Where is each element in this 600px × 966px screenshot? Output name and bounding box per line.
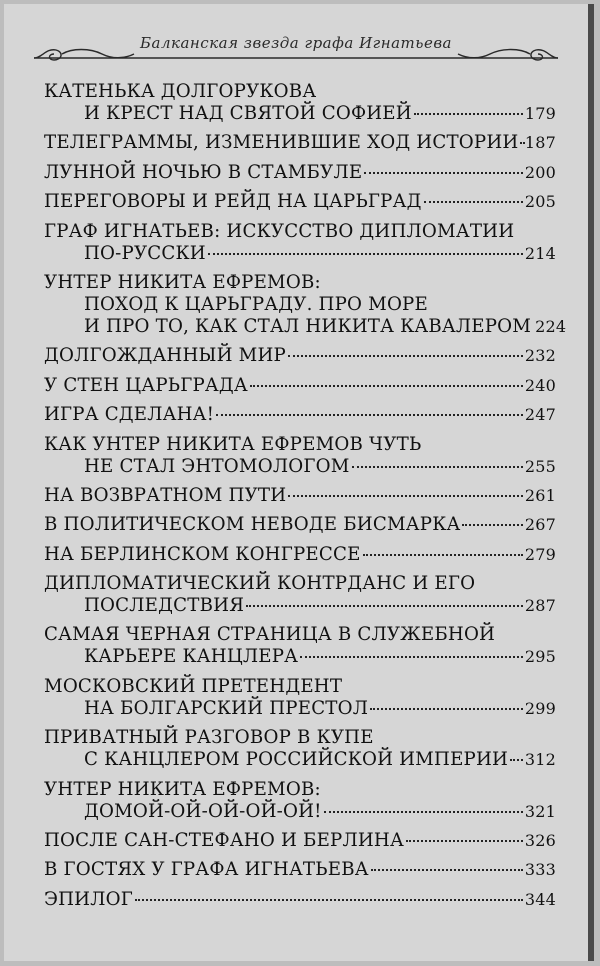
dot-leader: [246, 605, 523, 607]
toc-entry-title: И ПРО ТО, КАК СТАЛ НИКИТА КАВАЛЕРОМ: [84, 315, 532, 337]
toc-entry-title: ЭПИЛОГ: [44, 888, 133, 910]
dot-leader: [510, 759, 523, 761]
toc-entry[interactable]: [44, 404, 556, 426]
toc-entry[interactable]: [44, 727, 556, 771]
toc-entry[interactable]: [44, 191, 556, 213]
dot-leader: [135, 899, 523, 901]
toc-entry[interactable]: [44, 573, 556, 617]
toc-entry-title: ПОХОД К ЦАРЬГРАДУ. ПРО МОРЕ: [84, 293, 428, 315]
toc-entry-title: КАРЬЕРЕ КАНЦЛЕРА: [84, 646, 299, 668]
toc-page-number: 279: [524, 544, 556, 564]
toc-page-number: 255: [524, 456, 556, 476]
toc-entry-title: КАТЕНЬКА ДОЛГОРУКОВА: [44, 81, 317, 102]
toc-entry[interactable]: [44, 830, 556, 852]
running-head: [32, 30, 560, 70]
toc-entry-title: ПРИВАТНЫЙ РАЗГОВОР В КУПЕ: [44, 727, 374, 749]
toc-page-number: 179: [524, 104, 556, 123]
running-head-title: Балканская звезда графа Игнатьева: [140, 34, 452, 52]
toc-page-number: 247: [524, 405, 556, 425]
toc-entry-title: ГРАФ ИГНАТЬЕВ: ИСКУССТВО ДИПЛОМАТИИ: [44, 220, 515, 242]
toc-page-number: 224: [535, 316, 567, 336]
toc-entry[interactable]: [44, 345, 556, 367]
toc-entry[interactable]: [44, 375, 556, 397]
dot-leader: [370, 708, 523, 710]
toc-entry-title: НА БЕРЛИНСКОМ КОНГРЕССЕ: [44, 543, 361, 565]
dot-leader: [424, 201, 523, 203]
toc-entry-title: ПОСЛЕ САН-СТЕФАНО И БЕРЛИНА: [44, 830, 404, 852]
dot-leader: [250, 385, 523, 387]
toc-entry[interactable]: [44, 221, 556, 265]
toc-entry-title: КАК УНТЕР НИКИТА ЕФРЕМОВ ЧУТЬ: [44, 433, 422, 455]
toc-entry[interactable]: [44, 544, 556, 566]
dot-leader: [288, 355, 523, 357]
toc-entry[interactable]: [44, 676, 556, 720]
toc-entry[interactable]: [44, 271, 567, 338]
toc-entry-title: УНТЕР НИКИТА ЕФРЕМОВ:: [44, 271, 321, 293]
toc-entry[interactable]: [44, 624, 556, 668]
toc-entry[interactable]: [44, 132, 556, 154]
toc-page-number: 267: [524, 515, 556, 535]
toc-page-number: 240: [524, 375, 556, 395]
toc-entry[interactable]: [44, 889, 556, 911]
dot-leader: [364, 172, 523, 174]
toc-page-number: 287: [524, 596, 556, 616]
toc-page-number: 232: [524, 346, 556, 366]
toc-entry-title: ИГРА СДЕЛАНА!: [44, 404, 215, 426]
toc-entry[interactable]: [44, 162, 556, 184]
toc-page-number: 214: [524, 243, 556, 263]
toc-entry[interactable]: [44, 485, 556, 507]
dot-leader: [363, 554, 523, 556]
table-of-contents: [44, 81, 567, 911]
toc-page-number: 312: [524, 750, 556, 770]
book-page: [4, 4, 594, 961]
toc-entry-title: У СТЕН ЦАРЬГРАДА: [44, 374, 248, 396]
dot-leader: [288, 495, 523, 497]
toc-entry-title: УНТЕР НИКИТА ЕФРЕМОВ:: [44, 778, 321, 800]
toc-entry-title: САМАЯ ЧЕРНАЯ СТРАНИЦА В СЛУЖЕБНОЙ: [44, 624, 496, 646]
dot-leader: [352, 466, 523, 468]
toc-entry-title: ДОМОЙ-ОЙ-ОЙ-ОЙ-ОЙ!: [84, 800, 322, 822]
toc-page-number: 321: [524, 801, 556, 821]
dot-leader: [520, 142, 522, 144]
toc-entry-title: НЕ СТАЛ ЭНТОМОЛОГОМ: [84, 455, 350, 477]
dot-leader: [406, 840, 523, 842]
toc-entry[interactable]: [44, 779, 556, 823]
toc-entry-title: ДОЛГОЖДАННЫЙ МИР: [44, 345, 286, 367]
toc-entry-title: С КАНЦЛЕРОМ РОССИЙСКОЙ ИМПЕРИИ: [84, 749, 509, 771]
dot-leader: [462, 524, 522, 526]
toc-entry-title: ТЕЛЕГРАММЫ, ИЗМЕНИВШИЕ ХОД ИСТОРИИ: [44, 132, 519, 154]
dot-leader: [208, 253, 523, 255]
toc-entry[interactable]: [44, 514, 556, 536]
toc-page-number: 295: [524, 647, 556, 667]
toc-entry-title: И КРЕСТ НАД СВЯТОЙ СОФИЕЙ: [84, 103, 412, 124]
dot-leader: [371, 869, 523, 871]
toc-page-number: 344: [524, 889, 556, 909]
toc-entry[interactable]: [44, 81, 556, 125]
toc-entry[interactable]: [44, 434, 556, 478]
dot-leader: [216, 414, 523, 416]
dot-leader: [324, 811, 523, 813]
toc-page-number: 333: [524, 860, 556, 880]
toc-page-number: 299: [524, 698, 556, 718]
toc-entry-title: ДИПЛОМАТИЧЕСКИЙ КОНТРДАНС И ЕГО: [44, 573, 476, 595]
toc-page-number: 200: [524, 162, 556, 182]
toc-page-number: 326: [524, 831, 556, 851]
toc-entry[interactable]: [44, 859, 556, 881]
toc-entry-title: В ГОСТЯХ У ГРАФА ИГНАТЬЕВА: [44, 859, 369, 881]
toc-entry-title: ПО-РУССКИ: [84, 242, 206, 264]
dot-leader: [300, 656, 523, 658]
toc-entry-title: ПЕРЕГОВОРЫ И РЕЙД НА ЦАРЬГРАД: [44, 191, 422, 213]
dot-leader: [414, 113, 523, 115]
toc-page-number: 261: [524, 485, 556, 505]
toc-entry-title: НА ВОЗВРАТНОМ ПУТИ: [44, 484, 287, 506]
toc-entry-title: В ПОЛИТИЧЕСКОМ НЕВОДЕ БИСМАРКА: [44, 514, 461, 536]
toc-page-number: 205: [524, 192, 556, 212]
toc-entry-title: ЛУННОЙ НОЧЬЮ В СТАМБУЛЕ: [44, 161, 363, 183]
toc-entry-title: МОСКОВСКИЙ ПРЕТЕНДЕНТ: [44, 675, 343, 697]
toc-entry-title: ПОСЛЕДСТВИЯ: [84, 595, 245, 617]
toc-entry-title: НА БОЛГАРСКИЙ ПРЕСТОЛ: [84, 697, 369, 719]
toc-page-number: 187: [524, 133, 556, 153]
